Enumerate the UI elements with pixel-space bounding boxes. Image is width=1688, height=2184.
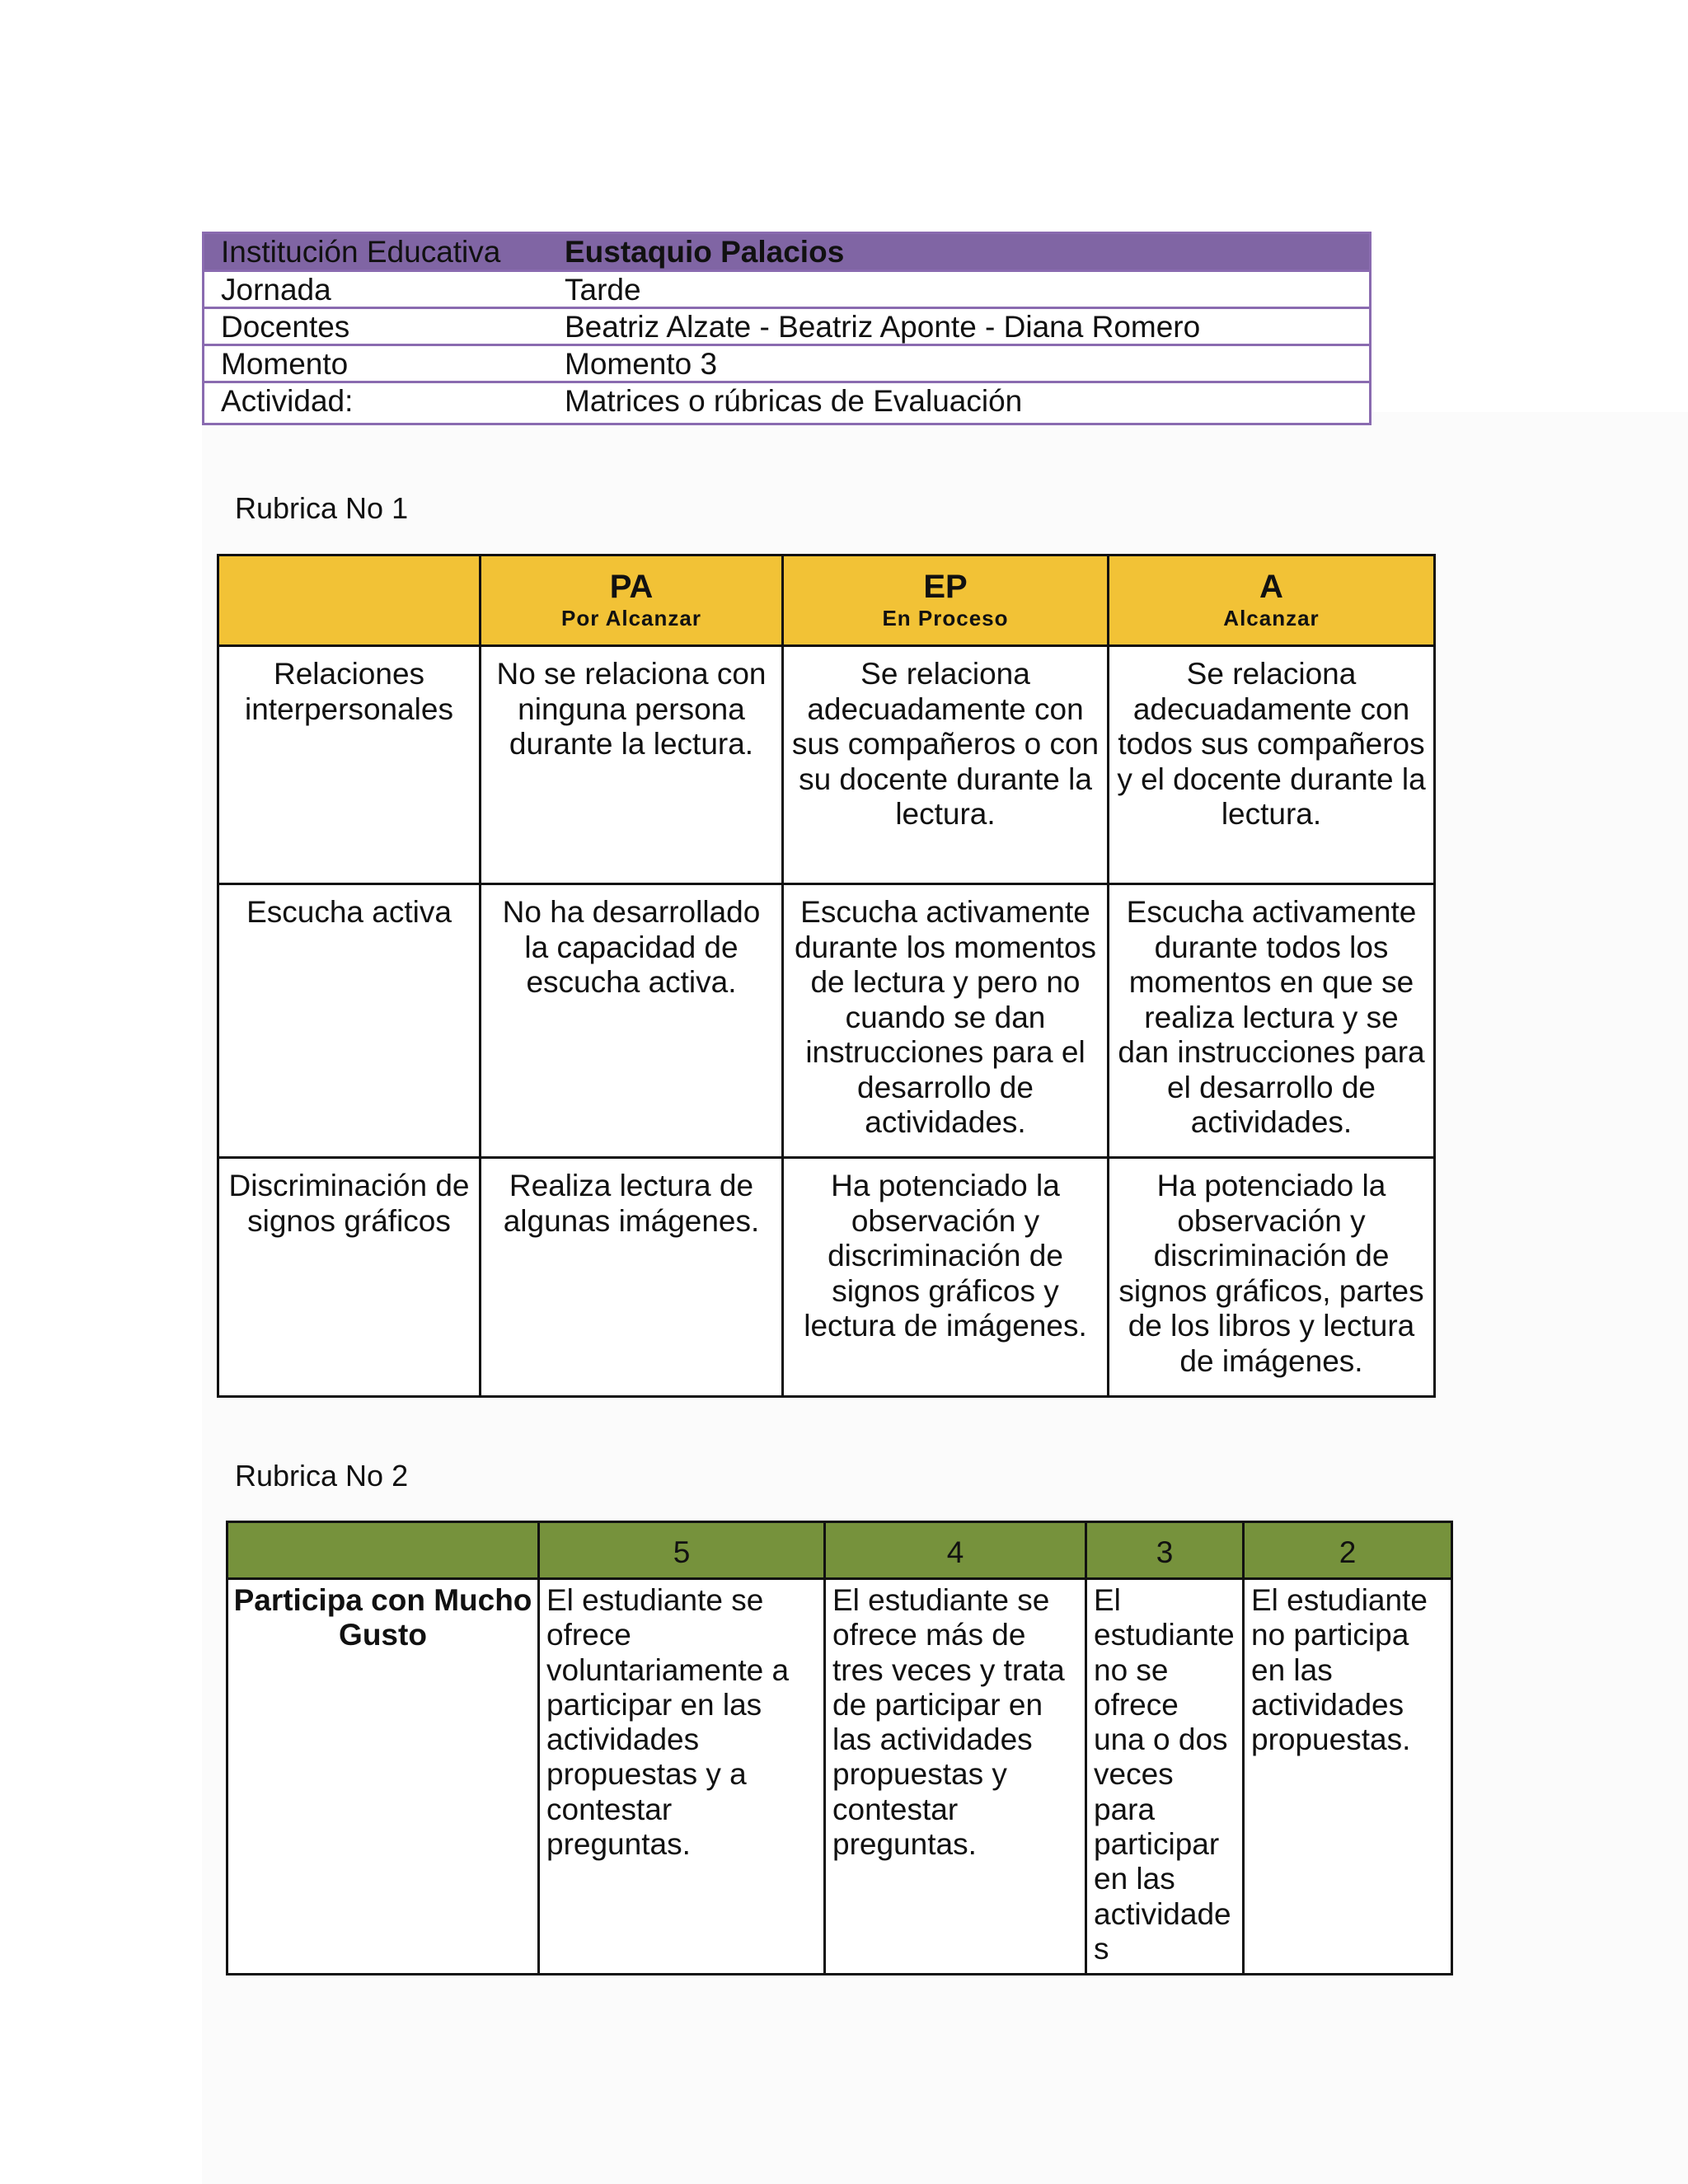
info-label: Jornada [221,273,331,307]
rubric1-header-level [1109,555,1435,646]
descriptor-cell: Escucha activamente durante todos los momentos en que se realiza lectura y se dan instrucciones para el desarrollo de actividades. [1109,884,1435,1158]
info-value: Eustaquio Palacios [565,235,845,269]
rubric1-table [217,554,1436,1398]
info-label: Momento [221,347,349,381]
rubric2-table [226,1521,1453,1975]
descriptor-cell: El estudiante se ofrece más de tres veces y trata de participar en las actividades propuestas y contestar preguntas. [825,1579,1086,1975]
descriptor-cell: El estudiante no participa en las actividades propuestas. [1244,1579,1452,1975]
descriptor-cell: El estudiante se ofrece voluntariamente a participar en las actividades propuestas y a contestar preguntas. [539,1579,825,1975]
info-label: Docentes [221,310,350,344]
table-row [227,1579,1452,1975]
info-value: Momento 3 [565,347,718,381]
table-row [218,1158,1435,1397]
level-name: Por Alcanzar [561,605,701,630]
table-row [218,884,1435,1158]
info-row-docentes [204,309,1369,346]
rubric1-title: Rubrica No 1 [235,491,409,525]
info-value: Tarde [565,273,641,307]
info-row-actividad [204,383,1369,423]
rubric2-header-score: 5 [539,1522,825,1579]
descriptor-cell: No se relaciona con ninguna persona durante la lectura. [481,646,783,884]
level-code: EP [923,568,968,605]
level-code: A [1259,568,1283,605]
descriptor-cell: No ha desarrollado la capacidad de escucha activa. [481,884,783,1158]
descriptor-cell: Se relaciona adecuadamente con todos sus compañeros y el docente durante la lectura. [1109,646,1435,884]
descriptor-cell: Realiza lectura de algunas imágenes. [481,1158,783,1397]
info-row-momento [204,346,1369,383]
criterion-cell: Discriminación de signos gráficos [218,1158,481,1397]
info-label: Institución Educativa [221,235,501,269]
criterion-cell: Participa con Mucho Gusto [227,1579,539,1975]
level-code: PA [609,568,654,605]
descriptor-cell: Ha potenciado la observación y discriminación de signos gráficos y lectura de imágenes. [783,1158,1109,1397]
info-table [202,232,1372,425]
criterion-cell: Escucha activa [218,884,481,1158]
descriptor-cell: Se relaciona adecuadamente con sus compañeros o con su docente durante la lectura. [783,646,1109,884]
descriptor-cell: El estudiante no se ofrece una o dos veces para participar en las actividade s [1086,1579,1244,1975]
rubric1-header-empty [218,555,481,646]
table-row [218,646,1435,884]
rubric2-header-score: 3 [1086,1522,1244,1579]
rubric2-header-row [227,1522,1452,1579]
info-row-institution [204,234,1369,272]
descriptor-cell: Escucha activamente durante los momentos de lectura y pero no cuando se dan instrucciones para el desarrollo de actividades. [783,884,1109,1158]
rubric2-title: Rubrica No 2 [235,1459,409,1493]
rubric2-header-score: 4 [825,1522,1086,1579]
level-name: Alcanzar [1223,605,1320,630]
info-value: Beatriz Alzate - Beatriz Aponte - Diana Romero [565,310,1201,344]
descriptor-cell: Ha potenciado la observación y discriminación de signos gráficos, partes de los libros y lectura de imágenes. [1109,1158,1435,1397]
info-value: Matrices o rúbricas de Evaluación [565,384,1023,418]
rubric1-header-level [783,555,1109,646]
info-label: Actividad: [221,384,354,418]
level-name: En Proceso [882,605,1009,630]
rubric1-header-row [218,555,1435,646]
rubric2-header-empty [227,1522,539,1579]
info-row-jornada [204,272,1369,309]
rubric2-header-score: 2 [1244,1522,1452,1579]
rubric1-header-level [481,555,783,646]
criterion-cell: Relaciones interpersonales [218,646,481,884]
